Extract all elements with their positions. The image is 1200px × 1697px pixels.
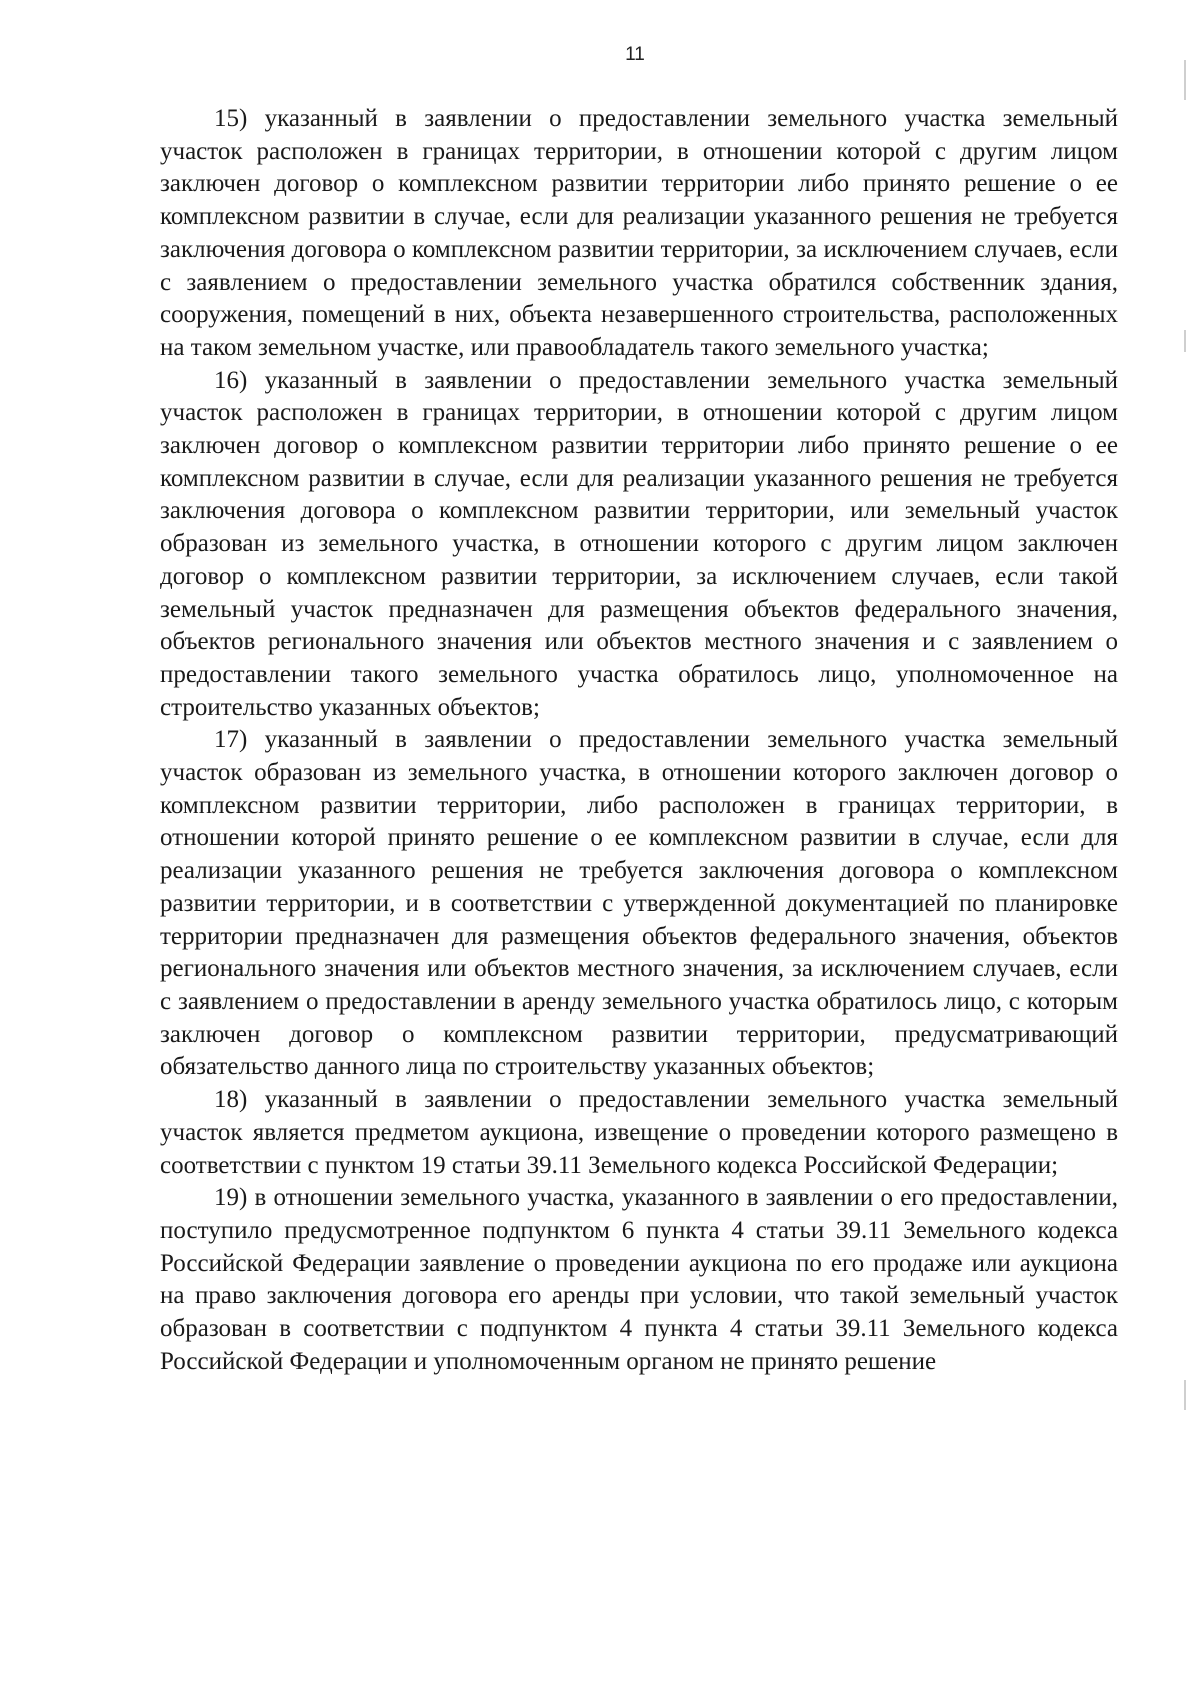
- scan-edge-mark: [1184, 60, 1186, 100]
- page-number: 11: [625, 44, 645, 65]
- clause-16: 16) указанный в заявлении о предоставлении земельного участка земельный участок расположен в границах территории, в отношении которой с другим лицом заключен договор о комплексном развитии территории либо принято решение о ее комплексном развитии в случае, если для реализации указанного решения не требуется заключения договора о комплексном развитии территории, или земельный участок образован из земельного участка, в отношении которого с другим лицом заключен договор о комплексном развитии территории, за исключением случаев, если такой земельный участок предназначен для размещения объектов федерального значения, объектов регионального значения или объектов местного значения и с заявлением о предоставлении такого земельного участка обратилось лицо, уполномоченное на строительство указанных объектов;: [160, 366, 1118, 721]
- document-body: [160, 103, 1118, 1378]
- clause-17: 17) указанный в заявлении о предоставлении земельного участка земельный участок образован из земельного участка, в отношении которого заключен договор о комплексном развитии территории, либо расположен в границах территории, в отношении которой принято решение о ее комплексном развитии в случае, если для реализации указанного решения не требуется заключения договора о комплексном развитии территории, и в соответствии с утвержденной документацией по планировке территории предназначен для размещения объектов федерального значения, объектов регионального значения или объектов местного значения, за исключением случаев, если с заявлением о предоставлении в аренду земельного участка обратилось лицо, с которым заключен договор о комплексном развитии территории, предусматривающий обязательство данного лица по строительству указанных объектов;: [160, 726, 1118, 1081]
- scan-edge-mark: [1184, 1380, 1186, 1410]
- scan-edge-mark: [1184, 330, 1186, 352]
- clause-18: 18) указанный в заявлении о предоставлении земельного участка земельный участок является предметом аукциона, извещение о проведении которого размещено в соответствии с пунктом 19 статьи 39.11 Земельного кодекса Российской Федерации;: [160, 1086, 1118, 1179]
- clause-19: 19) в отношении земельного участка, указанного в заявлении о его предоставлении, поступило предусмотренное подпунктом 6 пункта 4 статьи 39.11 Земельного кодекса Российской Федерации заявление о проведении аукциона по его продаже или аукциона на право заключения договора его аренды при условии, что такой земельный участок образован в соответствии с подпунктом 4 пункта 4 статьи 39.11 Земельного кодекса Российской Федерации и уполномоченным органом не принято решение: [160, 1184, 1118, 1375]
- clause-15: 15) указанный в заявлении о предоставлении земельного участка земельный участок расположен в границах территории, в отношении которой с другим лицом заключен договор о комплексном развитии территории либо принято решение о ее комплексном развитии в случае, если для реализации указанного решения не требуется заключения договора о комплексном развитии территории, за исключением случаев, если с заявлением о предоставлении земельного участка обратился собственник здания, сооружения, помещений в них, объекта незавершенного строительства, расположенных на таком земельном участке, или правообладатель такого земельного участка;: [160, 105, 1118, 361]
